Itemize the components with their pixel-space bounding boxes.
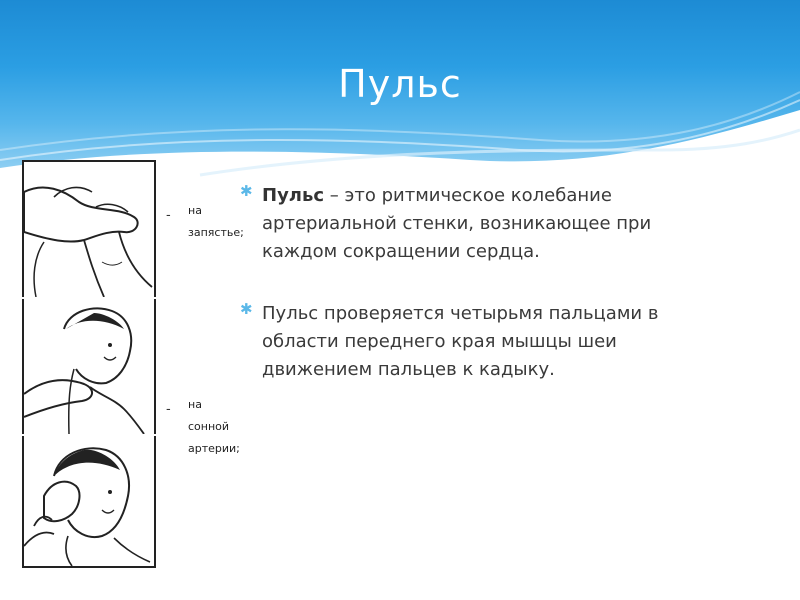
bullet-text xyxy=(262,300,720,384)
neck-pulse-illustration xyxy=(22,299,156,434)
asterisk-bullet-icon: ✱ xyxy=(240,182,253,200)
bullet-item xyxy=(240,300,720,384)
slide-title: Пульс xyxy=(338,62,462,106)
wrist-pulse-icon xyxy=(24,162,154,297)
carotid-label-line: артерии; xyxy=(188,442,240,455)
bullet-body: Пульс проверяется четырьмя пальцами в области переднего края мышцы шеи движением пальцев к кадыку. xyxy=(262,303,659,380)
wrist-label-line: на xyxy=(188,204,202,217)
wrist-label-line: запястье; xyxy=(188,226,244,239)
label-dash: - xyxy=(166,402,171,417)
bullet-text xyxy=(262,182,720,266)
label-dash: - xyxy=(166,208,171,223)
asterisk-bullet-icon: ✱ xyxy=(240,300,253,318)
wrist-pulse-illustration xyxy=(22,160,156,297)
temple-pulse-icon xyxy=(24,436,154,566)
wrist-label xyxy=(188,200,244,244)
bullet-term: Пульс xyxy=(262,185,325,206)
bullet-item xyxy=(240,182,720,266)
neck-pulse-icon xyxy=(24,299,154,434)
bullet-body: – это ритмическое колебание артериальной стенки, возникающее при каждом сокращении сердца. xyxy=(262,185,652,262)
carotid-label-line: на xyxy=(188,398,202,411)
bullet-list xyxy=(240,182,720,418)
temple-pulse-illustration xyxy=(22,436,156,568)
illustration-strip xyxy=(22,160,154,570)
carotid-label xyxy=(188,394,240,460)
carotid-label-line: сонной xyxy=(188,420,230,433)
